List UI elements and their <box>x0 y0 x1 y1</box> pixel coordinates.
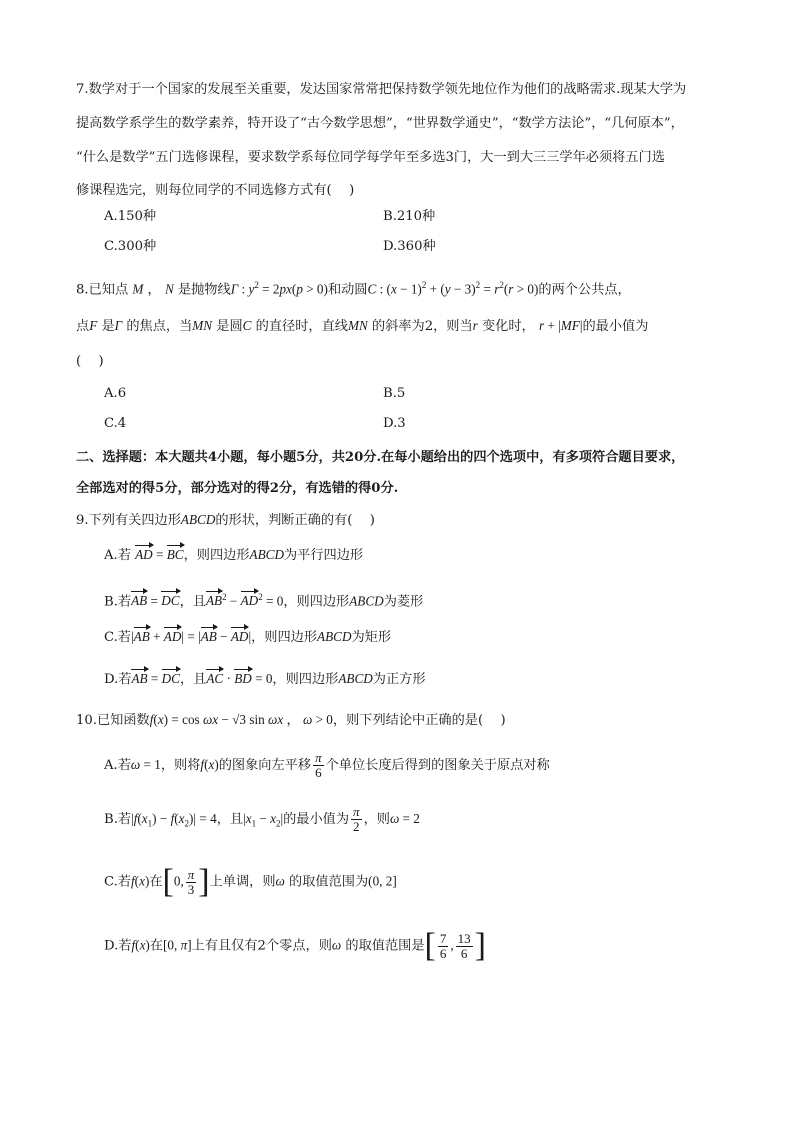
q7-option-c[interactable]: C.300种 <box>104 239 157 254</box>
q8-line-3: ( ) <box>76 354 104 369</box>
q9-option-d[interactable]: D.若AB = DC，且AC · BD = 0，则四边形ABCD为正方形 <box>104 671 426 687</box>
q9-stem: 9.下列有关四边形ABCD的形状，判断正确的有( ) <box>76 512 375 528</box>
q9-option-b[interactable]: B.若AB = DC，且$AB^2 - AD^2 = 0$，则四边形ABCD为菱形 <box>104 592 424 610</box>
q8-option-c[interactable]: C.4 <box>104 416 127 431</box>
q8-line-2: 点F 是Γ 的焦点，当MN 是圆C 的直径时，直线MN 的斜率为2，则当r 变化时， r + |MF|的最小值为 <box>76 318 649 334</box>
q9-option-c[interactable]: C.若|AB + AD| = |AB − AD|，则四边形ABCD为矩形 <box>104 629 392 645</box>
q10-option-a[interactable]: A.若ω = 1，则将f(x)的图象向左平移 $\frac{\pi}{6}$ 个单位长度后得到的图象关于原点对称 <box>104 750 550 780</box>
q7-line-2: 提高数学系学生的数学素养，特开设了“古今数学思想”，“世界数学通史”，“数学方法论”，“几何原本”， <box>76 116 684 131</box>
q8-option-b[interactable]: B.5 <box>383 386 406 401</box>
q10-option-d[interactable]: D.若f(x)在[0, π]上有且仅有2个零点，则ω 的取值范围是[ $\frac{7}{6}$ , $\frac{13}{6}$ ] <box>104 927 486 964</box>
q10-option-c[interactable]: C.若f(x)在[0, $\frac{\pi}{3}$ ]上单调，则ω 的取值范围为(0, 2] <box>104 863 397 900</box>
q8-line-1: 8.已知点 M ， N 是抛物线Γ : $y^2 = 2px(p > 0)$和动圆C : $(x - 1)^2 + (y - 3)^2 = r^2(r > 0)$的两个公共点， <box>76 280 631 298</box>
q7-line-3: “什么是数学”五门选修课程，要求数学系每位同学每学年至多选3门，大一到大三三学年必须将五门选 <box>76 150 665 165</box>
section-2-header-line-1: 二、选择题：本大题共4小题，每小题5分，共20分.在每小题给出的四个选项中，有多项符合题目要求， <box>76 450 685 465</box>
q8-option-a[interactable]: A.6 <box>104 386 127 401</box>
q7-option-b[interactable]: B.210种 <box>383 209 436 224</box>
q10-stem: 10.已知函数f(x) = cos ωx − √3 sin ωx ， ω > 0，则下列结论中正确的是( ) <box>76 712 506 728</box>
q7-option-d[interactable]: D.360种 <box>383 239 436 254</box>
q9-option-a[interactable]: A.若 AD = BC，则四边形ABCD为平行四边形 <box>104 547 364 563</box>
q7-line-1: 7.数学对于一个国家的发展至关重要，发达国家常常把保持数学领先地位作为他们的战略需求.现某大学为 <box>76 82 687 97</box>
q8-option-d[interactable]: D.3 <box>383 416 406 431</box>
section-2-header-line-2: 全部选对的得5分，部分选对的得2分，有选错的得0分. <box>76 481 399 496</box>
q10-option-b[interactable]: B.若$|f(x_1) - f(x_2)| = 4$，且$|x_1 - x_2|$的最小值为 $\frac{\pi}{2}$ ，则ω = 2 <box>104 804 420 834</box>
q7-line-4: 修课程选完，则每位同学的不同选修方式有( ) <box>76 183 355 198</box>
q7-option-a[interactable]: A.150种 <box>104 209 157 224</box>
